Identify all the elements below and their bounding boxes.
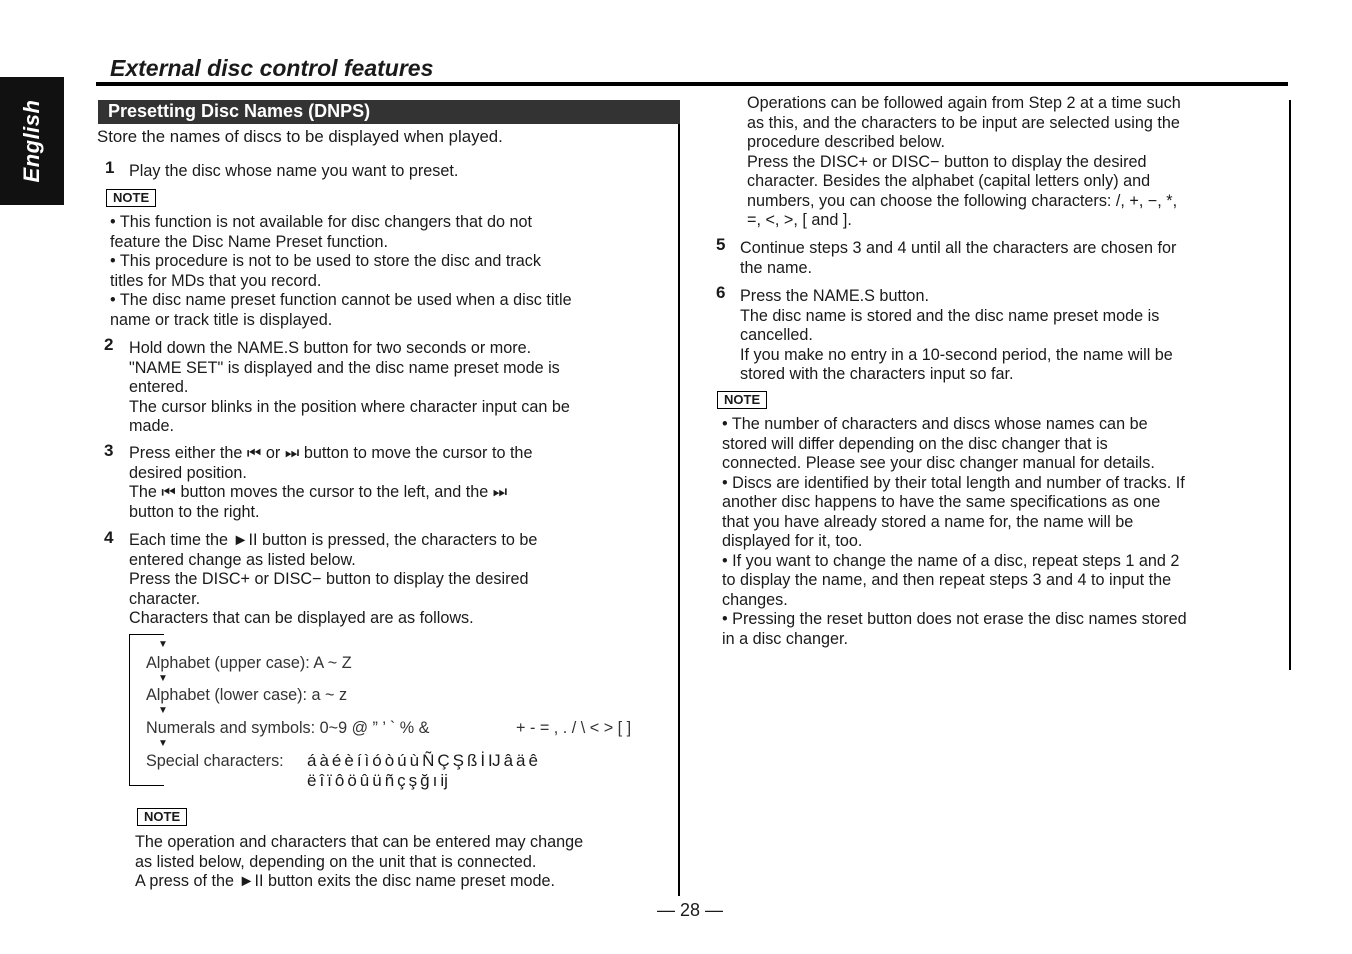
note-3-line: changes. [722,590,788,609]
right-border [1289,100,1291,670]
step-4-line: entered change as listed below. [129,550,356,569]
note-3-line: stored will differ depending on the disc changer that is [722,434,1108,453]
step-4-text [129,531,537,629]
right-intro-line: numbers, you can choose the following characters: /, +, −, *, [747,191,1178,210]
step-5-line: the name. [740,258,812,277]
note-2-line: The operation and characters that can be entered may change [135,833,584,851]
right-intro-line: as this, and the characters to be input are selected using the [747,113,1180,132]
step-4-line: character. [129,589,201,608]
cycle-special-row-1: áàéèíìóòúùÑÇŞßİĲâäê [307,751,541,770]
cycle-upper: Alphabet (upper case): A ~ Z [146,654,352,672]
step-6-number: 6 [716,283,726,302]
right-intro-line: character. Besides the alphabet (capital letters only) and [747,172,1151,190]
note-label-1: NOTE [106,189,156,207]
note-3-line: • If you want to change the name of a disc, repeat steps 1 and 2 [722,551,1180,570]
step-5-line: Continue steps 3 and 4 until all the characters are chosen for [740,239,1177,257]
note-3-line: that you have already stored a name for, the name will be [722,512,1134,531]
cycle-numerals: Numerals and symbols: 0~9 @ ” ’ ` % & [146,719,430,737]
arrow-down-icon: ▼ [158,639,168,650]
step-2-line: "NAME SET" is displayed and the disc name preset mode is [129,358,560,377]
note-label-3: NOTE [717,391,767,409]
note-2-line: A press of the ►II button exits the disc name preset mode. [135,872,556,890]
note-1-line: feature the Disc Name Preset function. [110,232,389,251]
note-1-list [110,213,572,330]
step-6-line: cancelled. [740,326,813,344]
cycle-special-label: Special characters: [146,752,284,770]
column-divider [678,124,680,896]
right-intro-line: procedure described below. [747,133,945,151]
step-3-line: Press either the ⏮ or ⏭ button to move the cursor to the [129,444,533,462]
step-2-line: made. [129,417,174,435]
step-1-number: 1 [105,158,115,177]
note-label-2: NOTE [137,808,187,826]
note-3-list [722,415,1187,649]
note-1-line: • This procedure is not to be used to store the disc and track [110,252,541,270]
note-3-line: another disc happens to have the same specifications as one [722,493,1161,511]
section-header [98,100,680,124]
step-6-text [740,287,1173,385]
page-number: — 28 — [657,900,724,920]
step-6-line: stored with the characters input so far. [740,365,1014,383]
step-4-line: Each time the ►II button is pressed, the characters to be [129,531,538,549]
step-2-text [129,339,570,437]
step-3-line: The ⏮ button moves the cursor to the left, and the ⏭ [129,483,508,501]
step-6-line: If you make no entry in a 10-second period, the name will be [740,345,1173,364]
note-1-line: titles for MDs that you record. [110,271,322,290]
note-3-line: to display the name, and then repeat steps 3 and 4 to input the [722,571,1172,589]
note-2-line: as listed below, depending on the unit that is connected. [135,852,537,871]
step-6-line: Press the NAME.S button. [740,287,929,305]
note-3-line: • Pressing the reset button does not erase the disc names stored [722,610,1187,628]
note-1-line: • This function is not available for disc changers that do not [110,213,532,231]
cycle-lower: Alphabet (lower case): a ~ z [146,686,348,704]
arrow-down-icon: ▼ [158,673,168,684]
step-4-line: Press the DISC+ or DISC− button to display the desired [129,570,529,588]
note-2-text [135,833,583,892]
step-6-line: The disc name is stored and the disc name preset mode is [740,306,1160,325]
step-3-text [129,444,532,522]
right-intro-line: Operations can be followed again from Step 2 at a time such [747,94,1181,112]
step-3-number: 3 [104,441,114,460]
note-1-line: name or track title is displayed. [110,310,333,329]
right-intro-line: Press the DISC+ or DISC− button to display the desired [747,152,1147,171]
page-title: External disc control features [110,55,434,81]
arrow-down-icon: ▼ [158,738,168,749]
note-3-line: displayed for it, too. [722,532,863,550]
step-2-line: entered. [129,378,189,396]
note-3-line: in a disc changer. [722,629,848,648]
title-rule [96,82,1288,86]
step-5-number: 5 [716,235,726,254]
right-intro [747,94,1181,231]
intro-text: Store the names of discs to be displayed when played. [97,127,503,146]
step-4-number: 4 [104,528,114,547]
step-5-text [740,239,1176,278]
cycle-special-row-2: ëîïôöûüñçşğıĳ [307,771,451,790]
note-1-line: • The disc name preset function cannot be used when a disc title [110,291,572,309]
right-intro-line: =, <, >, [ and ]. [747,211,852,229]
note-3-line: • Discs are identified by their total length and number of tracks. If [722,473,1185,492]
language-tab-label: English [19,99,44,183]
step-2-line: The cursor blinks in the position where character input can be [129,397,570,416]
step-3-line: button to the right. [129,502,260,521]
section-title: Presetting Disc Names (DNPS) [108,101,371,121]
language-tab [0,77,64,205]
note-3-line: connected. Please see your disc changer manual for details. [722,454,1155,472]
step-4-line: Characters that can be displayed are as follows. [129,609,474,627]
step-3-line: desired position. [129,463,247,482]
step-2-line: Hold down the NAME.S button for two seconds or more. [129,339,532,357]
note-3-line: • The number of characters and discs whose names can be [722,415,1148,433]
cycle-numerals-extra: + - = , . / \ < > [ ] [516,719,632,737]
step-1-line: Play the disc whose name you want to preset. [129,162,459,180]
arrow-down-icon: ▼ [158,705,168,716]
step-2-number: 2 [104,335,114,354]
